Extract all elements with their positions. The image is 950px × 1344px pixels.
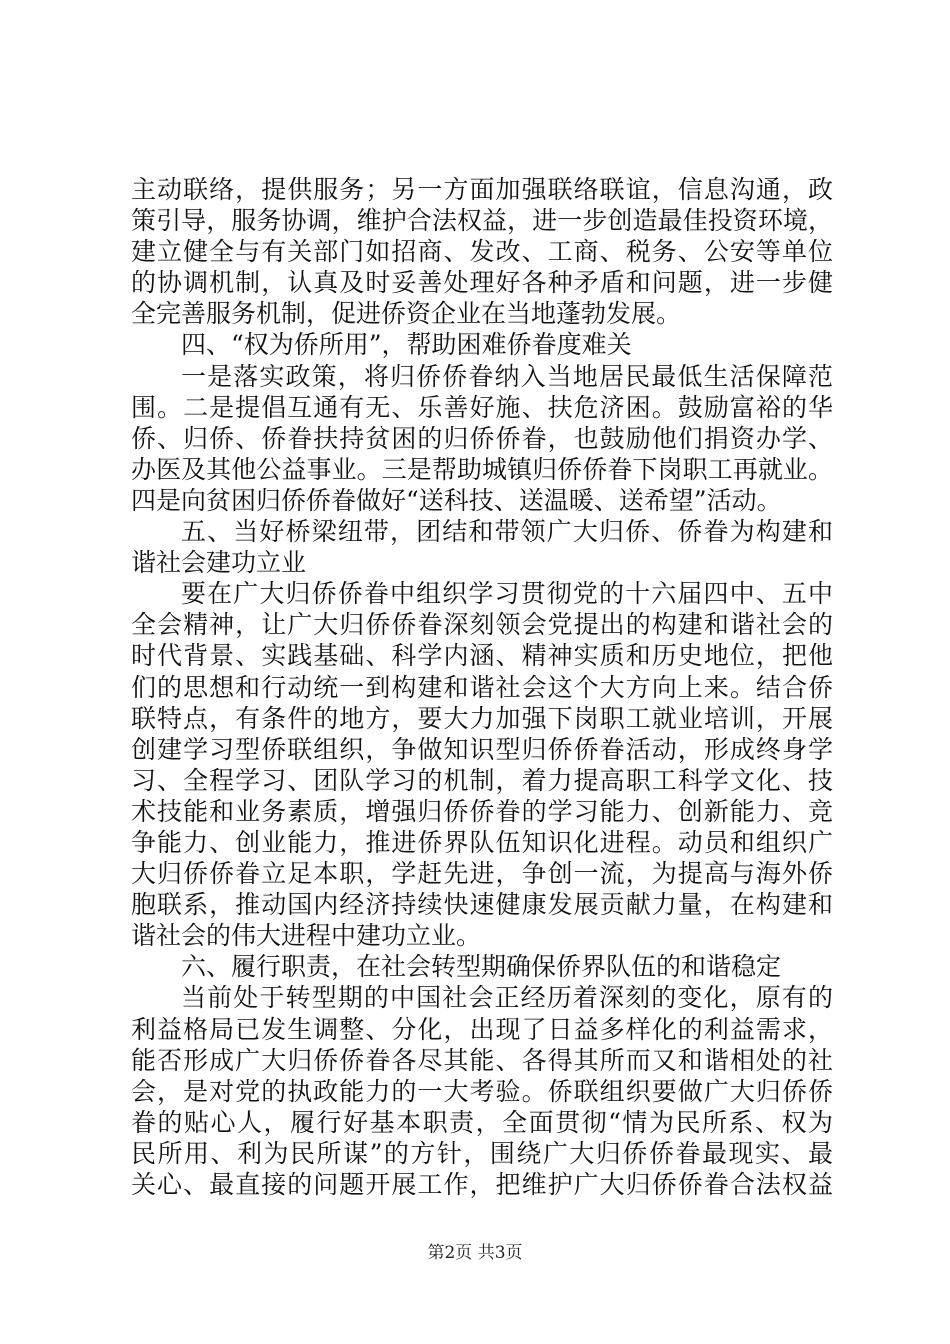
text-line: 术技能和业务素质，增强归侨侨眷的学习能力、创新能力、竞 (131, 796, 833, 826)
text-line: 主动联络，提供服务；另一方面加强联络联谊，信息沟通，政 (131, 175, 833, 204)
text-line: 四是向贫困归侨侨眷做好“送科技、送温暖、送希望”活动。 (131, 485, 782, 515)
text-line: 一是落实政策，将归侨侨眷纳入当地居民最低生活保障范 (181, 361, 833, 391)
text-line: 四、“权为侨所用”，帮助困难侨眷度难关 (181, 330, 632, 360)
text-line: 全完善服务机制，促进侨资企业在当地蓬勃发展。 (131, 299, 682, 329)
text-line: 眷的贴心人，履行好基本职责，全面贯彻“情为民所系、权为 (131, 1107, 833, 1137)
text-line: 争能力、创业能力，推进侨界队伍知识化进程。动员和组织广 (131, 827, 833, 857)
text-line: 要在广大归侨侨眷中组织学习贯彻党的十六届四中、五中 (181, 579, 833, 609)
text-line: 关心、最直接的问题开展工作，把维护广大归侨侨眷合法权益 (131, 1170, 833, 1199)
text-line: 胞联系，推动国内经济持续快速健康发展贡献力量，在构建和 (131, 890, 833, 920)
text-line: 办医及其他公益事业。三是帮助城镇归侨侨眷下岗职工再就业。 (131, 454, 833, 484)
text-line: 策引导，服务协调，维护合法权益，进一步创造最佳投资环境， (131, 206, 833, 236)
text-line: 会，是对党的执政能力的一大考验。侨联组织要做广大归侨侨 (131, 1076, 833, 1106)
document-body (131, 174, 833, 1200)
text-line: 围。二是提倡互通有无、乐善好施、扶危济困。鼓励富裕的华 (131, 392, 833, 422)
text-line: 谐社会建功立业 (131, 548, 307, 578)
text-line: 习、全程学习、团队学习的机制，着力提高职工科学文化、技 (131, 765, 833, 795)
page-number-footer: 第2页 共3页 (427, 1243, 523, 1263)
text-line: 当前处于转型期的中国社会正经历着深刻的变化，原有的 (181, 983, 833, 1013)
text-line: 能否形成广大归侨侨眷各尽其能、各得其所而又和谐相处的社 (131, 1045, 833, 1075)
text-line: 们的思想和行动统一到构建和谐社会这个大方向上来。结合侨 (131, 672, 833, 702)
text-line: 谐社会的伟大进程中建功立业。 (131, 921, 482, 951)
text-line: 利益格局已发生调整、分化，出现了日益多样化的利益需求， (131, 1014, 833, 1044)
text-line: 的协调机制，认真及时妥善处理好各种矛盾和问题，进一步健 (131, 268, 833, 298)
text-line: 全会精神，让广大归侨侨眷深刻领会党提出的构建和谐社会的 (131, 610, 833, 640)
text-line: 五、当好桥梁纽带，团结和带领广大归侨、侨眷为构建和 (181, 517, 833, 547)
text-line: 建立健全与有关部门如招商、发改、工商、税务、公安等单位 (131, 237, 833, 267)
text-line: 创建学习型侨联组织，争做知识型归侨侨眷活动，形成终身学 (131, 734, 833, 764)
text-line: 侨、归侨、侨眷扶持贫困的归侨侨眷，也鼓励他们捐资办学、 (131, 423, 833, 453)
text-line: 大归侨侨眷立足本职，学赶先进，争创一流，为提高与海外侨 (131, 859, 833, 889)
text-line: 时代背景、实践基础、科学内涵、精神实质和历史地位，把他 (131, 641, 833, 671)
text-line: 联特点，有条件的地方，要大力加强下岗职工就业培训，开展 (131, 703, 833, 733)
text-line: 民所用、利为民所谋”的方针，围绕广大归侨侨眷最现实、最 (131, 1138, 833, 1168)
text-line: 六、履行职责，在社会转型期确保侨界队伍的和谐稳定 (181, 952, 782, 982)
